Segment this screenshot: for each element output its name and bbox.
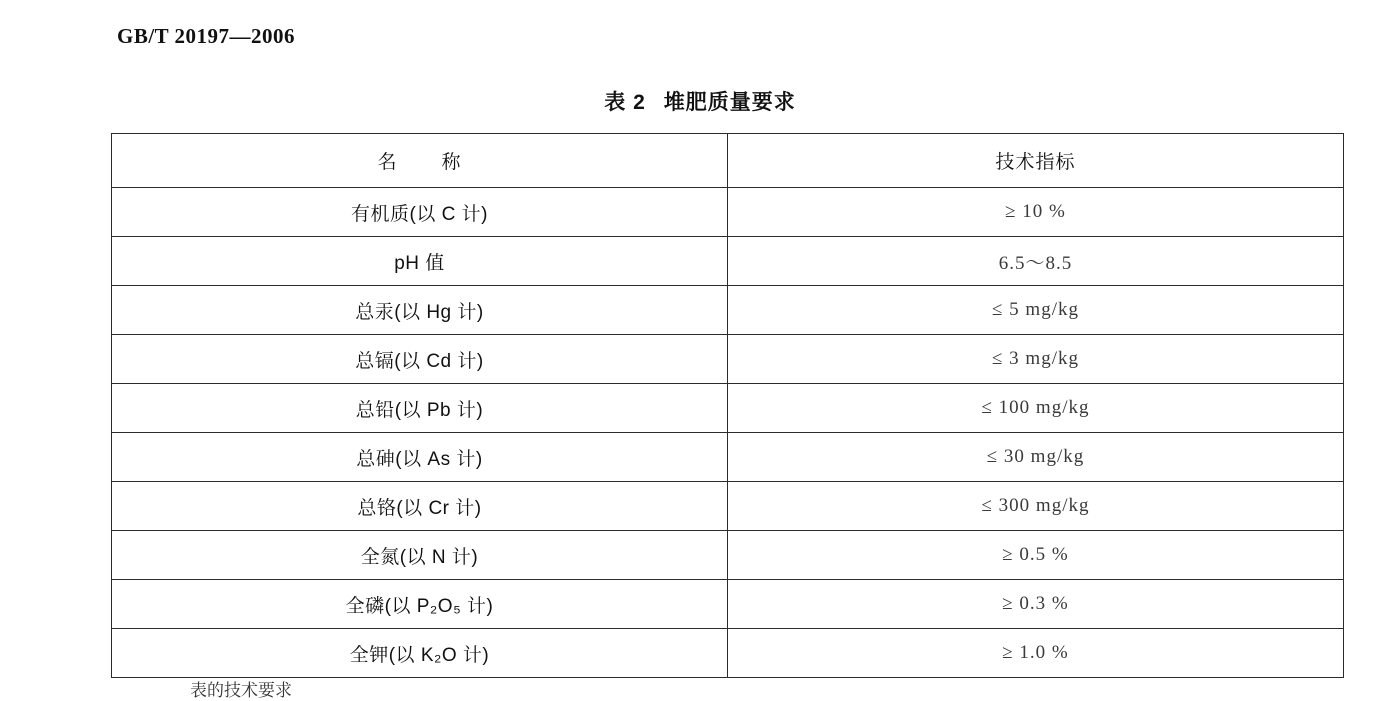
table-caption <box>0 86 1400 116</box>
row-name: 全氮(以 N 计) <box>112 531 728 580</box>
footer-partial-text: 表的技术要求 <box>190 681 292 700</box>
row-name: 总铬(以 Cr 计) <box>112 482 728 531</box>
column-header-indicator: 技术指标 <box>728 134 1344 188</box>
table-caption-label: 表 2 <box>604 91 646 114</box>
row-value: ≤ 300 mg/kg <box>728 482 1344 531</box>
table-row <box>112 482 1344 531</box>
table-header-row <box>112 134 1344 188</box>
table-row <box>112 188 1344 237</box>
row-value: ≤ 30 mg/kg <box>728 433 1344 482</box>
row-value: 6.5～8.5 <box>728 237 1344 286</box>
row-value: ≤ 5 mg/kg <box>728 286 1344 335</box>
row-value: ≤ 3 mg/kg <box>728 335 1344 384</box>
table-row <box>112 384 1344 433</box>
standard-number: GB/T 20197—2006 <box>117 24 296 48</box>
table-row <box>112 286 1344 335</box>
row-value: ≥ 1.0 % <box>728 629 1344 678</box>
row-name: 总砷(以 As 计) <box>112 433 728 482</box>
column-header-name-right: 称 <box>441 152 462 173</box>
compost-quality-table-wrapper <box>111 133 1344 678</box>
table-row <box>112 629 1344 678</box>
row-name: pH 值 <box>112 237 728 286</box>
row-name: 全钾(以 K₂O 计) <box>112 629 728 678</box>
compost-quality-table <box>111 133 1344 678</box>
table-row <box>112 531 1344 580</box>
row-value: ≥ 0.3 % <box>728 580 1344 629</box>
column-header-name <box>112 134 728 188</box>
row-name: 总镉(以 Cd 计) <box>112 335 728 384</box>
table-row <box>112 335 1344 384</box>
table-header <box>112 134 1344 188</box>
table-row <box>112 580 1344 629</box>
row-value: ≤ 100 mg/kg <box>728 384 1344 433</box>
row-name: 总汞(以 Hg 计) <box>112 286 728 335</box>
table-row <box>112 433 1344 482</box>
column-header-name-left: 名 <box>377 152 398 173</box>
row-name: 总铅(以 Pb 计) <box>112 384 728 433</box>
row-value: ≥ 0.5 % <box>728 531 1344 580</box>
row-name: 有机质(以 C 计) <box>112 188 728 237</box>
row-name: 全磷(以 P₂O₅ 计) <box>112 580 728 629</box>
row-value: ≥ 10 % <box>728 188 1344 237</box>
table-row <box>112 237 1344 286</box>
table-caption-title: 堆肥质量要求 <box>663 91 796 114</box>
table-body <box>112 188 1344 678</box>
